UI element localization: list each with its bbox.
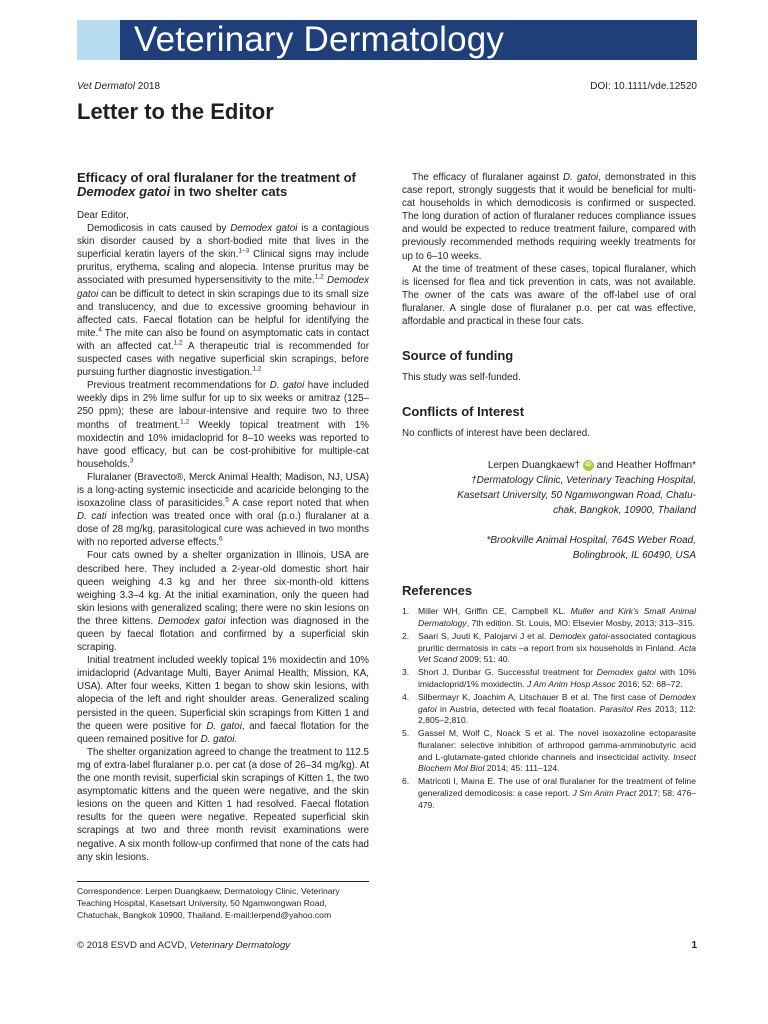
greeting: Dear Editor, [77,210,129,221]
citation-year: 2018 [137,81,161,92]
left-column [77,171,369,864]
copyright-footer [77,940,290,951]
copyright-journal: Veterinary Dermatology [189,940,291,951]
author-name-2: and Heather Hoffman* [593,460,696,472]
body-paragraph: The shelter organization agreed to change the treatment to 112.5 mg of extra-label fluralaner p.o. per cat (a dose of 26–34 mg/kg). At the one month revisit, superficial skin scrapings of Kitten 1, the two asymptomatic kittens and the queen were negative, and the skin lesions on the queen and Kitten 1 had resolved. Faecal flotation results for the queen were negative. Repeated superficial skin scrapings at two and three month revisit examinations were negative. A six month follow-up confirmed that none of the cats had any skin lesions. [77,746,369,863]
affiliation-1-line-3: chak, Bangkok, 10900, Thailand [553,505,696,517]
reference-item: 6. Matricoti I, Maina E. The use of oral fluralaner for the treatment of feline generalized demodicosis: a case report. J Sm Anim Pract 2017; 58: 476–479. [402,776,697,810]
citation-journal: Vet Dermatol [77,81,135,92]
references-list [402,606,696,812]
conflicts-text: No conflicts of interest have been declared. [402,428,590,440]
page-number: 1 [691,940,697,951]
author-names [402,458,696,473]
citation-line [77,81,160,92]
body-paragraph: Four cats owned by a shelter organization in Illinois, USA are described here. They included a 2-year-old domestic short hair queen weighing 4.3 kg and her three six-month-old kittens weighing 3.3–4 kg. At the initial examination, only the queen had skin lesions with generalized scaling; there were no skin lesions on the three kittens. Demodex gatoi infection was diagnosed in the queen by faecal flotation and confirmed by a superficial skin scraping. [77,550,369,654]
funding-heading: Source of funding [402,348,514,364]
affiliation-1-line-2: Kasetsart University, 50 Ngamwongwan Road, Chatu- [457,490,696,502]
copyright-prefix: © 2018 ESVD and ACVD, [77,940,190,951]
article-title-part1: Efficacy of oral fluralaner for the treatment of [77,170,356,185]
reference-item: 3. Short J, Dunbar G. Successful treatment for Demodex gatoi with 10% imidacloprid/1% moxidectin. J Am Anim Hosp Assoc 2016; 52: 68–72. [402,667,696,689]
body-paragraph: Demodicosis in cats caused by Demodex gatoi is a contagious skin disorder caused by a short-bodied mite that lives in the superficial keratin layers of the skin.$^{1-3}$ Clinical signs may include pruritus, erythema, scaling and alopecia. Intense pruritus may be associated with presumed hypersensitivity to the mite.$^{1,2}$ Demodex gatoi can be difficult to detect in skin scrapings due to its small size and translucency, and due to excessive grooming behaviour in affected cats. Faecal flotation can be helpful for identifying the mite.$^4$ The mite can also be found on asymptomatic cats in contact with an affected cat.$^{1,2}$ A therapeutic trial is recommended for suspected cases with negative superficial skin scrapings, before pursuing further diagnostic investigation.$^{1,2}$ [77,223,370,379]
journal-banner: Veterinary Dermatology [120,20,697,60]
doi[interactable]: DOI: 10.1111/vde.12520 [590,81,697,92]
body-paragraph: The efficacy of fluralaner against D. gatoi, demonstrated in this case report, strongly suggests that it would be beneficial for multi-cat households in which demodicosis is confirmed or suspected. The long duration of action of fluralaner reduces compliance issues and would be expected to reduce treatment failure, compared with previously recommended methods requiring weekly treatments for up to 6–10 weeks. [402,172,697,262]
article-title [77,171,369,199]
orcid-icon[interactable]: iD [583,460,594,471]
author-block [402,458,696,563]
author-name-1: Lerpen Duangkaew† [487,460,581,472]
affiliation-1-line-1: †Dermatology Clinic, Veterinary Teaching Hospital, [471,475,696,487]
correspondence-footnote: Correspondence: Lerpen Duangkaew, Dermatology Clinic, Veterinary Teaching Hospital, Kasetsart University, 50 Ngamwongwan Road, Chatuchak, Bangkok 10900, Thailand. E-mail:lerpend@yahoo.com [77,886,340,920]
journal-banner-accent [77,20,120,60]
reference-item: 2. Saari S, Juuti K, Palojarvi J et al. Demodex gatoi-associated contagious pruritic dermatosis in cats –a report from six households in Finland. Acta Vet Scand 2009; 51: 40. [402,630,696,665]
right-column [402,171,696,813]
article-body-left [77,209,369,864]
article-body-right [402,171,696,328]
reference-item: 1. Miller WH, Griffin CE, Campbell KL. Muller and Kirk's Small Animal Dermatology, 7th edition. St. Louis, MO: Elsevier Mosby, 2013; 313–315. [402,606,696,628]
body-paragraph: At the time of treatment of these cases, topical fluralaner, which is licensed for flea and tick prevention in cats, was not available. The owner of the cats was aware of the off-label use of oral fluralaner. A single dose of fluralaner p.o. per cat was effective, affordable and practical in these four cats. [402,263,696,328]
references-heading: References [402,583,473,599]
reference-item: 5. Gassel M, Wolf C, Noack S et al. The novel isoxazoline ectoparasite fluralaner: selective inhibition of arthropod gamma-amminobutyric acid and L-glutamate-gated chloride channels and insecticidal activity. Insect Biochem Mol Biol 2014; 45: 111–124. [402,728,696,774]
article-title-part2: in two shelter cats [170,184,288,199]
funding-text: This study was self-funded. [402,372,521,384]
reference-item: 4. Silbermayr K, Joachim A, Litschauer B et al. The first case of Demodex gatoi in Austria, detected with fecal floatation. Parasitol Res 2013; 112: 2,805–2,810. [402,691,697,726]
affiliation-2-line-1: *Brookville Animal Hospital, 764S Weber Road, [486,535,696,547]
body-paragraph: Previous treatment recommendations for D. gatoi have included weekly dips in 2% lime sulfur for up to six weeks or amitraz (125–250 ppm); these are labour-intensive and require two to three months of treatment.$^{1,2}$ Weekly topical treatment with 1% moxidectin and 10% imidacloprid for 8–10 weeks was reported to have good efficacy, but can be cost-prohibitive for multiple-cat households.$^3$ [77,380,369,470]
affiliation-2-line-2: Bolingbrook, IL 60490, USA [572,550,696,562]
body-paragraph: Initial treatment included weekly topical 1% moxidectin and 10% imidacloprid (Advantage Multi, Bayer Animal Health; Mission, KA, USA). After four weeks, Kitten 1 began to show skin lesions, with alopecia of the left and right shoulder areas. Generalized scaling persisted in the queen. Superficial skin scrapings from Kitten 1 and the queen were positive for D. gatoi, and faecal flotation for the queen remained positive for D. gatoi. [77,655,370,745]
article-title-species: Demodex gatoi [77,184,171,199]
footnote-divider [77,881,369,882]
body-paragraph: Fluralaner (Bravecto®, Merck Animal Health; Madison, NJ, USA) is a long-acting systemic insecticide and acaricide belonging to the isoxazoline class of parasiticides.$^5$ A case report noted that when D. cati infection was treated once with oral (p.o.) fluralaner at a dose of 28 mg/kg, parasitological cure was achieved in two months with no reported adverse effects.$^6$ [77,471,369,549]
conflicts-heading: Conflicts of Interest [402,404,525,420]
section-type-heading: Letter to the Editor [77,99,274,124]
